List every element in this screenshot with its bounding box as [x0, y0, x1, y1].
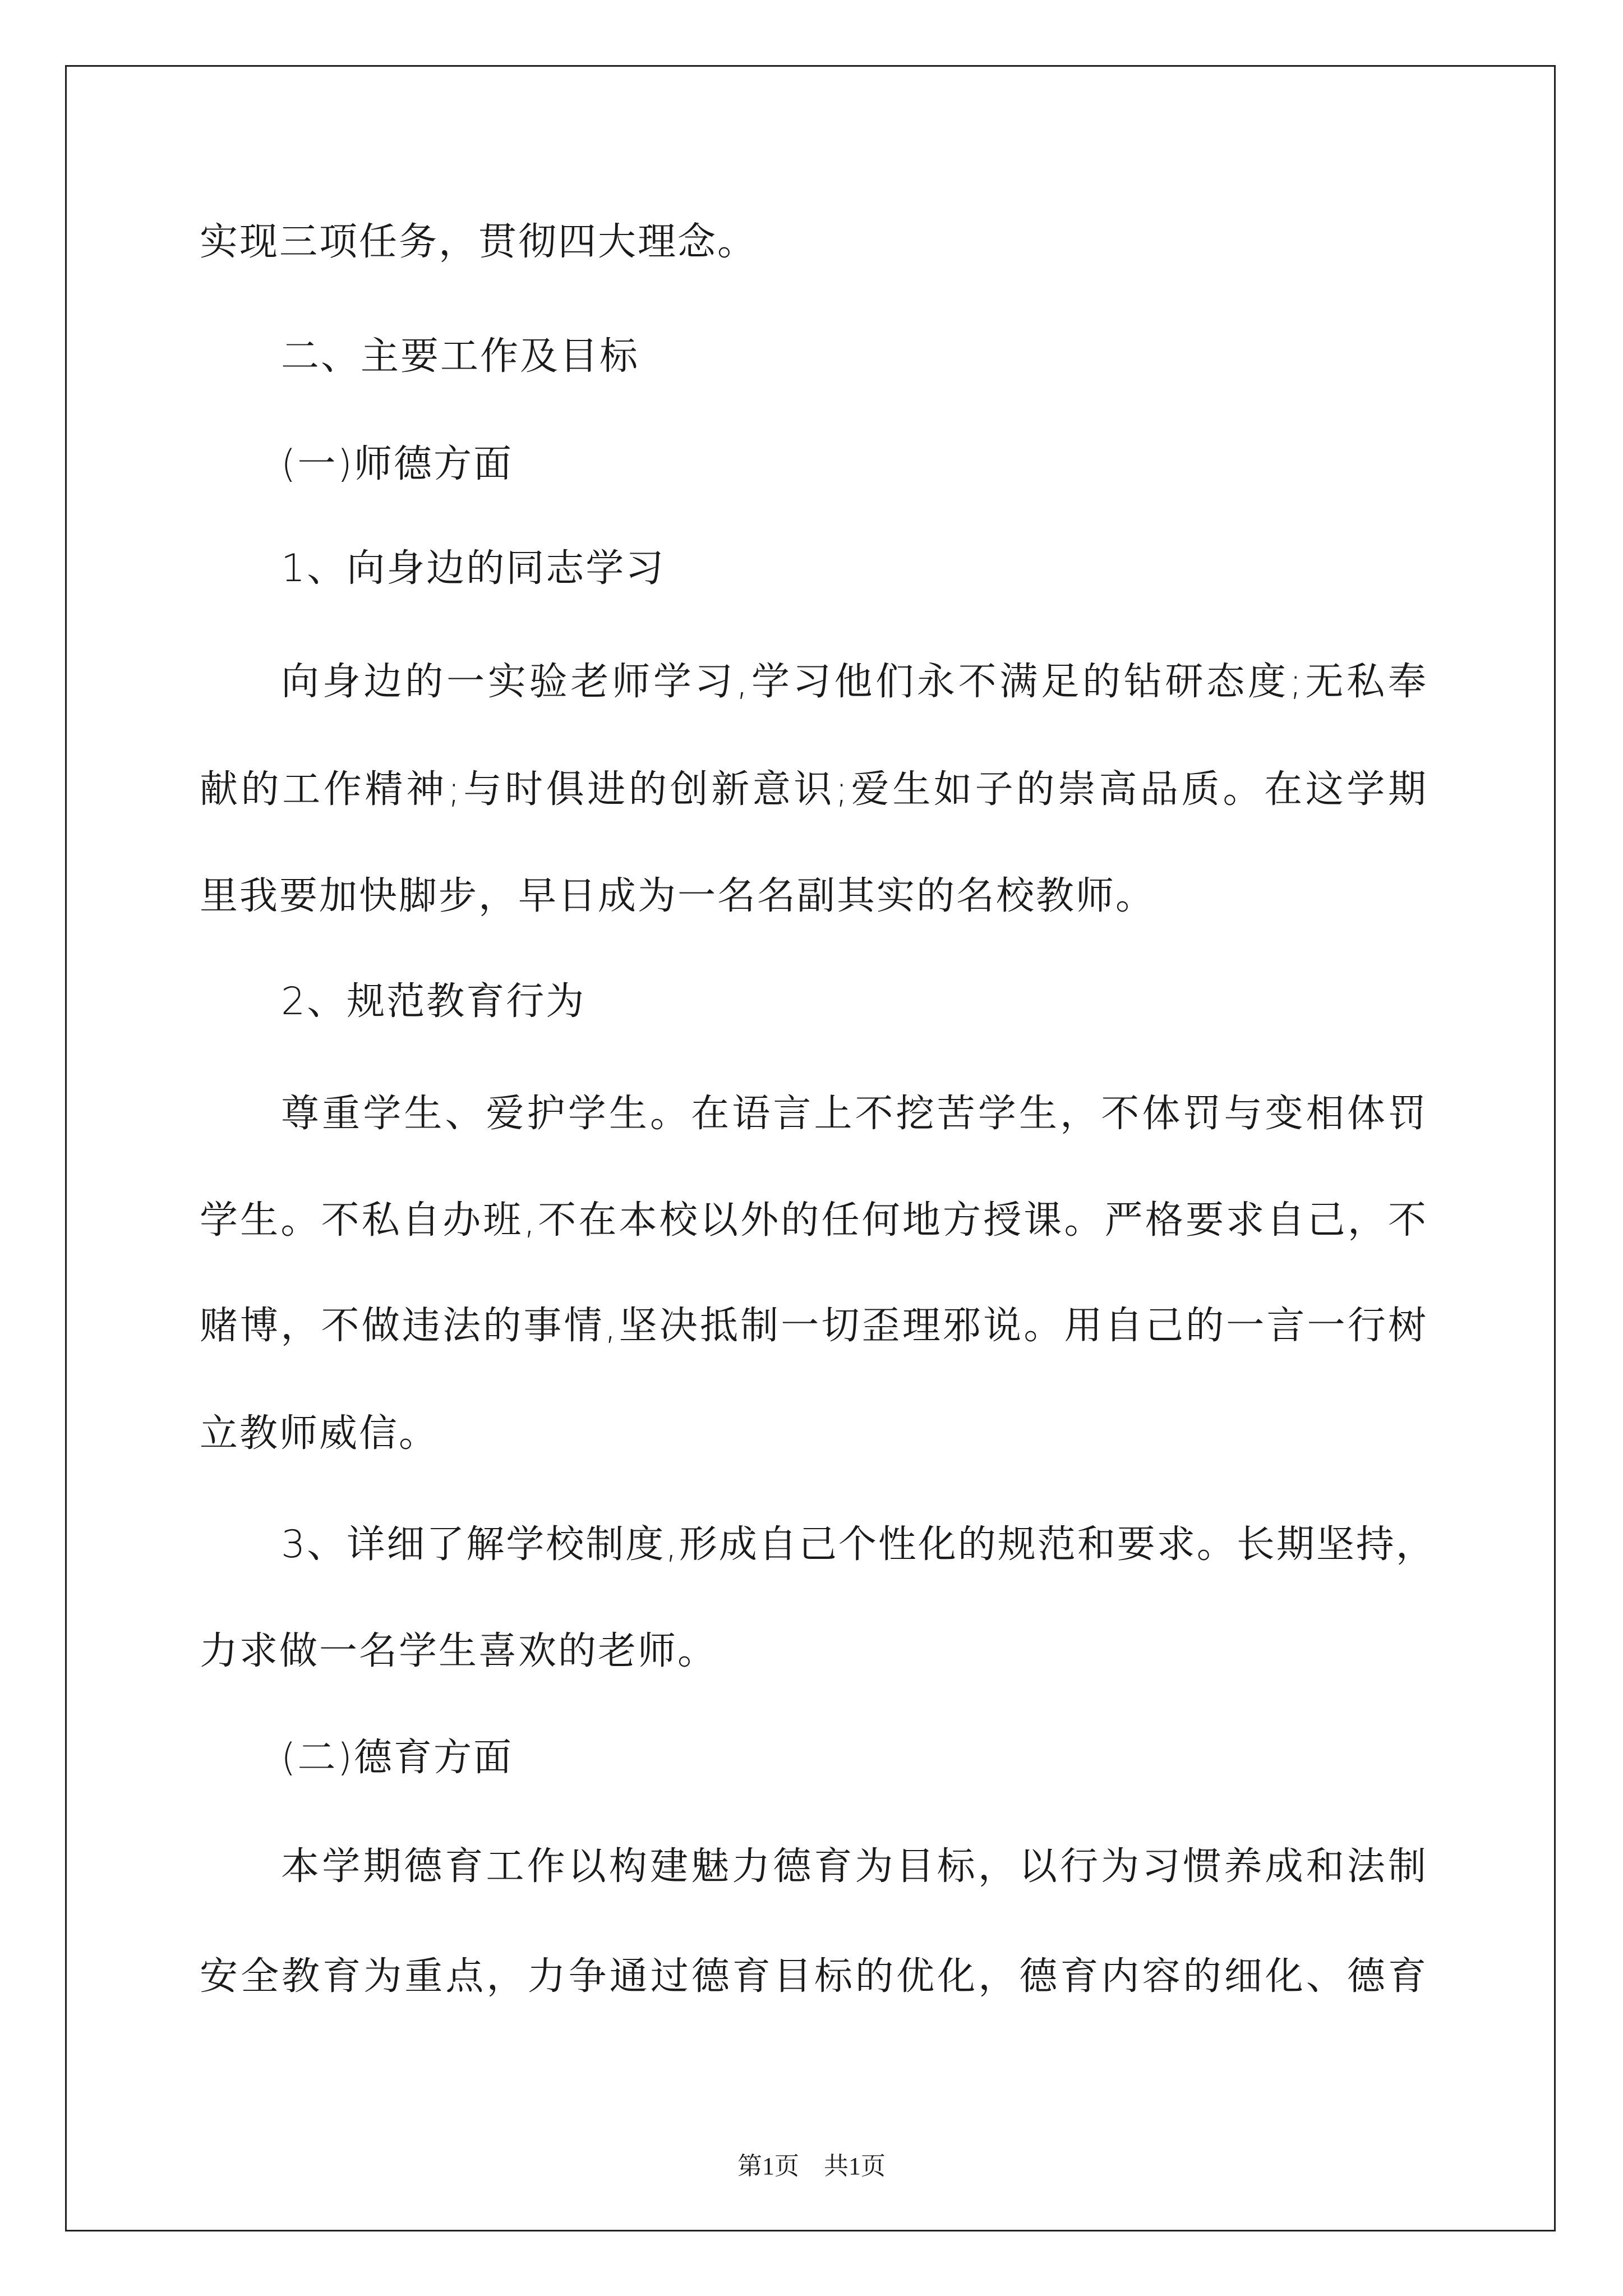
paragraph-line: 里我要加快脚步，早日成为一名名副其实的名校教师。	[200, 874, 1156, 918]
paragraph-line: 向身边的一实验老师学习,学习他们永不满足的钻研态度;无私奉	[281, 660, 1428, 704]
page-border	[65, 65, 1556, 2231]
page-footer	[0, 2146, 1623, 2182]
page-number: 第1页	[737, 2152, 799, 2180]
paragraph-line: 本学期德育工作以构建魅力德育为目标，以行为习惯养成和法制	[281, 1844, 1428, 1889]
page-total: 共1页	[824, 2152, 886, 2180]
text-line: 实现三项任务，贯彻四大理念。	[200, 220, 758, 264]
subsection-heading: (一)师德方面	[281, 442, 514, 486]
item-heading: 1、向身边的同志学习	[281, 546, 666, 591]
paragraph-line: 安全教育为重点，力争通过德育目标的优化，德育内容的细化、德育	[200, 1954, 1428, 1999]
paragraph-line: 立教师威信。	[200, 1411, 439, 1456]
subsection-heading: (二)德育方面	[281, 1736, 514, 1780]
item-heading: 2、规范教育行为	[281, 979, 586, 1024]
paragraph-line: 学生。不私自办班,不在本校以外的任何地方授课。严格要求自己，不	[200, 1198, 1428, 1243]
paragraph-line: 献的工作精神;与时俱进的创新意识;爱生如子的崇高品质。在这学期	[200, 767, 1428, 812]
paragraph-line: 3、详细了解学校制度,形成自己个性化的规范和要求。长期坚持，	[281, 1522, 1436, 1567]
paragraph-line: 赌博，不做违法的事情,坚决抵制一切歪理邪说。用自己的一言一行树	[200, 1304, 1428, 1348]
paragraph-line: 尊重学生、爱护学生。在语言上不挖苦学生，不体罚与变相体罚	[281, 1092, 1428, 1136]
section-heading: 二、主要工作及目标	[281, 334, 640, 379]
paragraph-line: 力求做一名学生喜欢的老师。	[200, 1629, 718, 1673]
